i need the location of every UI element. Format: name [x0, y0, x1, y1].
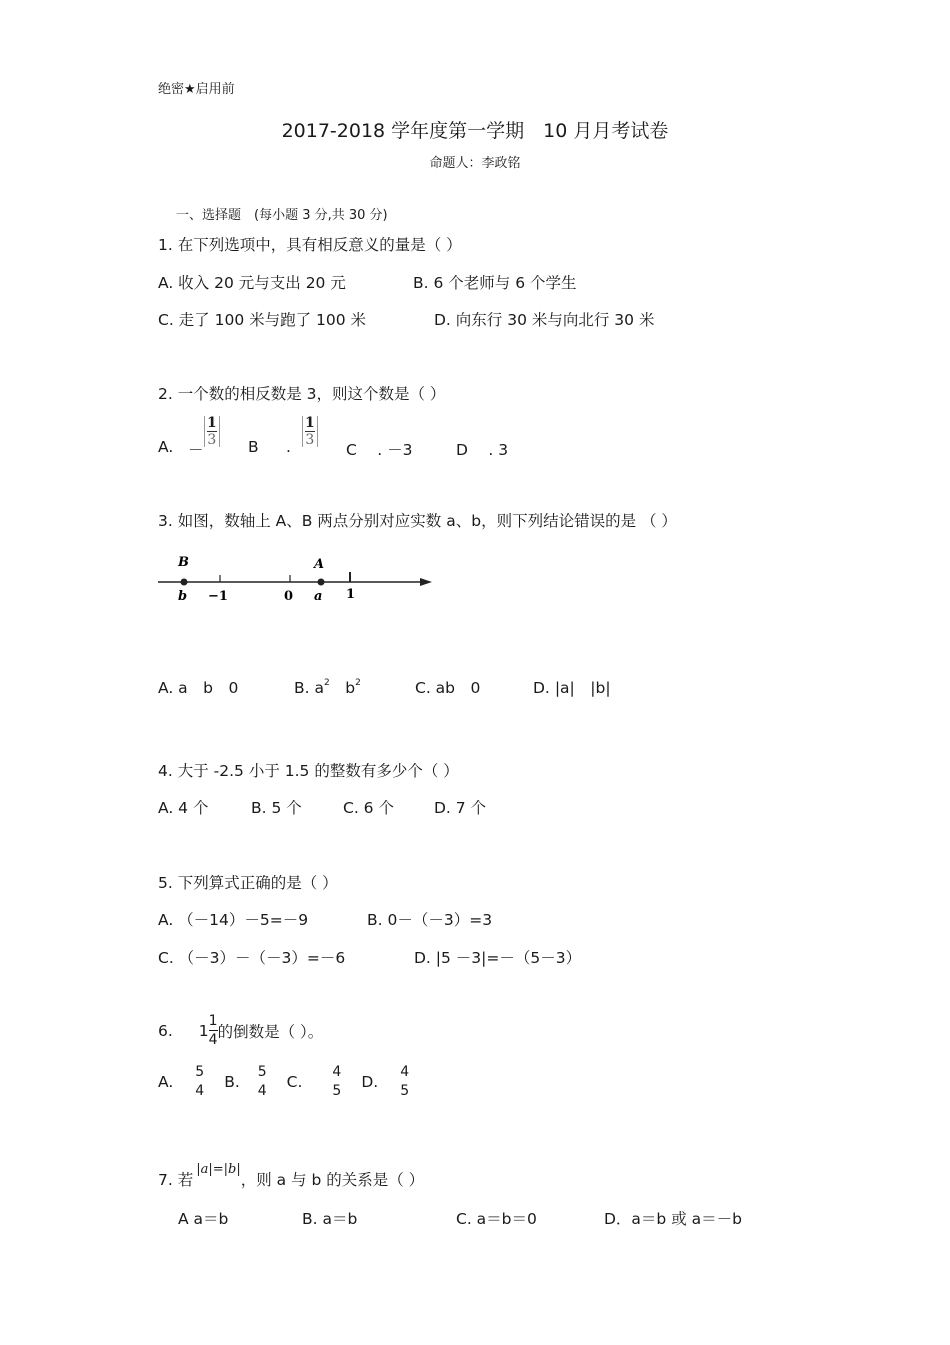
label-a: a	[314, 589, 323, 604]
q2-option-b-fraction	[302, 412, 318, 447]
q1-option-b: B. 6 个老师与 6 个学生	[413, 274, 577, 292]
q2-a-frac-num: 1	[207, 415, 217, 431]
q5-stem: 5. 下列算式正确的是（ ）	[158, 874, 338, 892]
q1-stem: 1. 在下列选项中，具有相反意义的量是（ ）	[158, 236, 462, 254]
q3-b-sup1: 2	[324, 678, 330, 688]
q7-option-b: B. a＝b	[302, 1210, 358, 1228]
label-A: A	[314, 557, 325, 572]
q6-a-fraction	[195, 1065, 204, 1098]
secret-label: 绝密★启用前	[158, 82, 235, 97]
q7-prefix: 7. 若	[158, 1171, 194, 1189]
q1-option-d: D. 向东行 30 米与向北行 30 米	[434, 311, 655, 329]
q2-option-c: C . －3	[346, 441, 413, 459]
q7-suffix: ，则 a 与 b 的关系是（ ）	[240, 1171, 425, 1189]
q6-b-fraction	[258, 1065, 267, 1098]
point-b	[181, 579, 188, 586]
q6-d-fraction	[400, 1065, 409, 1098]
label-minus1: −1	[208, 589, 228, 604]
q6-whole: 1	[198, 1021, 209, 1040]
q2-option-b-dot: .	[286, 438, 291, 456]
q6-tail: 的倒数是（ ）。	[217, 1022, 324, 1041]
q2-option-b-label: B	[248, 438, 259, 456]
q3-b-mid: b	[329, 679, 356, 697]
q1-option-a: A. 收入 20 元与支出 20 元	[158, 274, 346, 292]
q6-b-den: 4	[257, 1083, 267, 1099]
q6-b-label: B.	[224, 1072, 240, 1091]
q7-condition: |a|=|b|	[196, 1162, 241, 1177]
q5-option-d: D. |5 －3|=－（5－3）	[414, 949, 582, 967]
q6-d-den: 5	[400, 1083, 410, 1099]
q3-option-b	[294, 676, 361, 698]
q7-option-c: C. a＝b＝0	[456, 1210, 537, 1228]
q6-b-num: 5	[257, 1064, 267, 1080]
label-zero: 0	[284, 589, 294, 604]
label-b: b	[178, 589, 188, 604]
section-heading: 一、选择题 (每小题 3 分,共 30 分)	[176, 208, 388, 223]
q5-option-a: A. （－14）－5=－9	[158, 911, 309, 929]
q2-b-frac-den: 3	[305, 432, 315, 448]
q6-a-label: A.	[158, 1072, 174, 1091]
label-B: B	[178, 555, 189, 570]
q6-options	[158, 1065, 409, 1098]
q3-d-expr: |a| |b|	[554, 679, 611, 697]
q1-option-c: C. 走了 100 米与跑了 100 米	[158, 311, 367, 329]
q6-d-label: D.	[361, 1072, 379, 1091]
q6-stem	[158, 1014, 323, 1047]
author-line: 命题人：李政铭	[429, 156, 521, 171]
q2-option-a-label: A.	[158, 438, 174, 456]
q4-option-d: D. 7 个	[434, 799, 487, 817]
page-title: 2017-2018 学年度第一学期 10 月月考试卷	[281, 120, 669, 142]
q5-option-c: C. （－3）－（－3）=－6	[158, 949, 346, 967]
q6-c-fraction	[332, 1065, 341, 1098]
q6-a-den: 4	[195, 1083, 205, 1099]
point-a	[318, 579, 325, 586]
q2-b-frac-num: 1	[305, 415, 315, 431]
q3-option-d	[533, 676, 611, 698]
q3-b-base: B. a	[294, 679, 324, 697]
q3-option-a: A. a b 0	[158, 679, 239, 697]
q4-option-c: C. 6 个	[343, 799, 394, 817]
q2-stem: 2. 一个数的相反数是 3，则这个数是（ ）	[158, 385, 446, 403]
q7-option-d: D．a＝b 或 a＝－b	[604, 1210, 742, 1228]
q7-stem	[158, 1162, 424, 1190]
q4-option-b: B. 5 个	[251, 799, 302, 817]
q3-option-c: C. ab 0	[415, 679, 481, 697]
q7-option-a: A a＝b	[178, 1210, 229, 1228]
label-one: 1	[346, 587, 356, 602]
q6-frac-num: 1	[208, 1013, 218, 1029]
q3-stem: 3. 如图，数轴上 A、B 两点分别对应实数 a、b，则下列结论错误的是 （ ）	[158, 512, 677, 530]
number-line-arrow	[420, 578, 432, 586]
q2-option-d: D . 3	[456, 441, 509, 459]
q6-d-num: 4	[400, 1064, 410, 1080]
q6-frac-den: 4	[208, 1032, 218, 1048]
q2-option-a-sign: －	[188, 441, 204, 459]
q5-option-b: B. 0－（－3）=3	[367, 911, 493, 929]
q6-c-label: C.	[286, 1072, 303, 1091]
q3-d-label: D.	[533, 679, 550, 697]
q2-a-frac-den: 3	[207, 432, 217, 448]
q6-c-den: 5	[332, 1083, 342, 1099]
q4-option-a: A. 4 个	[158, 799, 209, 817]
number-line-figure	[150, 548, 440, 608]
q6-a-num: 5	[195, 1064, 205, 1080]
q3-b-sup2: 2	[355, 678, 361, 688]
q4-stem: 4. 大于 -2.5 小于 1.5 的整数有多少个（ ）	[158, 762, 459, 780]
q6-c-num: 4	[332, 1064, 342, 1080]
q6-fraction	[209, 1014, 218, 1047]
q6-number: 6.	[158, 1021, 173, 1040]
q2-option-a-fraction	[204, 412, 220, 447]
